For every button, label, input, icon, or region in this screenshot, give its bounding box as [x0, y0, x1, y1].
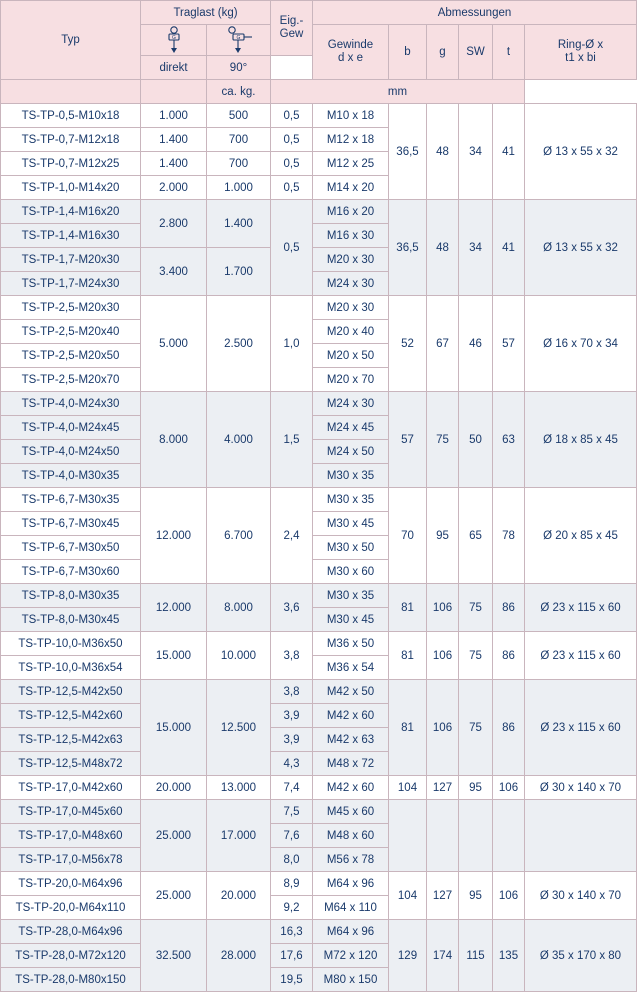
- cell-t: 106: [493, 872, 525, 920]
- cell-typ: TS-TP-8,0-M30x45: [1, 608, 141, 632]
- cell-gewinde: M30 x 45: [313, 512, 389, 536]
- header-direkt: direkt: [141, 56, 207, 80]
- cell-eigengewicht: 9,2: [271, 896, 313, 920]
- cell-traglast-90: 12.500: [207, 680, 271, 776]
- cell-gewinde: M80 x 150: [313, 968, 389, 992]
- cell-gewinde: M24 x 30: [313, 392, 389, 416]
- cell-traglast-90: 500: [207, 104, 271, 128]
- table-row: [1, 200, 637, 224]
- cell-ring: Ø 30 x 140 x 70: [525, 776, 637, 800]
- cell-typ: TS-TP-28,0-M72x120: [1, 944, 141, 968]
- cell-typ: TS-TP-10,0-M36x50: [1, 632, 141, 656]
- cell-ring: Ø 18 x 85 x 45: [525, 392, 637, 488]
- cell-eigengewicht: 0,5: [271, 152, 313, 176]
- cell-typ: TS-TP-12,5-M42x63: [1, 728, 141, 752]
- cell-eigengewicht: 7,6: [271, 824, 313, 848]
- cell-typ: TS-TP-12,5-M42x60: [1, 704, 141, 728]
- header-row-top: [1, 1, 637, 25]
- header-traglast: Traglast (kg): [141, 1, 271, 25]
- cell-eigengewicht: 3,8: [271, 680, 313, 704]
- cell-traglast-direkt: 25.000: [141, 800, 207, 872]
- cell-typ: TS-TP-6,7-M30x45: [1, 512, 141, 536]
- cell-b: 81: [389, 632, 427, 680]
- cell-typ: TS-TP-12,5-M42x50: [1, 680, 141, 704]
- cell-eigengewicht: 19,5: [271, 968, 313, 992]
- header-90-icon-cell: [207, 25, 271, 56]
- cell-gewinde: M16 x 30: [313, 224, 389, 248]
- cell-t: [493, 800, 525, 872]
- cell-ring: Ø 23 x 115 x 60: [525, 584, 637, 632]
- cell-typ: TS-TP-17,0-M56x78: [1, 848, 141, 872]
- cell-typ: TS-TP-17,0-M42x60: [1, 776, 141, 800]
- cell-traglast-90: 20.000: [207, 872, 271, 920]
- cell-eigengewicht: 8,9: [271, 872, 313, 896]
- cell-g: 67: [427, 296, 459, 392]
- cell-typ: TS-TP-2,5-M20x50: [1, 344, 141, 368]
- cell-ring: Ø 23 x 115 x 60: [525, 680, 637, 776]
- cell-ring: Ø 16 x 70 x 34: [525, 296, 637, 392]
- cell-b: 70: [389, 488, 427, 584]
- cell-ring: Ø 13 x 55 x 32: [525, 104, 637, 200]
- cell-b: 52: [389, 296, 427, 392]
- header-ring: [525, 25, 637, 80]
- cell-g: 127: [427, 872, 459, 920]
- cell-eigengewicht: 1,0: [271, 296, 313, 392]
- header-ring-line2: t1 x bi: [565, 52, 596, 64]
- cell-typ: TS-TP-2,5-M20x70: [1, 368, 141, 392]
- cell-traglast-direkt: 25.000: [141, 872, 207, 920]
- cell-gewinde: M24 x 30: [313, 272, 389, 296]
- cell-eigengewicht: 2,4: [271, 488, 313, 584]
- header-sw: SW: [459, 25, 493, 80]
- cell-typ: TS-TP-10,0-M36x54: [1, 656, 141, 680]
- load-90-degree-icon: [220, 25, 258, 55]
- cell-traglast-direkt: 20.000: [141, 776, 207, 800]
- cell-typ: TS-TP-28,0-M80x150: [1, 968, 141, 992]
- table-row: [1, 632, 637, 656]
- cell-t: 86: [493, 680, 525, 776]
- cell-traglast-direkt: 15.000: [141, 632, 207, 680]
- cell-t: 41: [493, 104, 525, 200]
- cell-traglast-90: 17.000: [207, 800, 271, 872]
- cell-eigengewicht: 16,3: [271, 920, 313, 944]
- cell-gewinde: M30 x 60: [313, 560, 389, 584]
- cell-t: 86: [493, 584, 525, 632]
- cell-eigengewicht: 8,0: [271, 848, 313, 872]
- cell-gewinde: M24 x 50: [313, 440, 389, 464]
- cell-traglast-90: 6.700: [207, 488, 271, 584]
- cell-sw: 75: [459, 584, 493, 632]
- cell-eigengewicht: 0,5: [271, 104, 313, 128]
- cell-b: 81: [389, 584, 427, 632]
- cell-g: 75: [427, 392, 459, 488]
- cell-eigengewicht: 0,5: [271, 128, 313, 152]
- cell-gewinde: M12 x 18: [313, 128, 389, 152]
- svg-text:G: G: [236, 35, 240, 41]
- cell-typ: TS-TP-4,0-M24x30: [1, 392, 141, 416]
- cell-eigengewicht: 17,6: [271, 944, 313, 968]
- cell-g: 95: [427, 488, 459, 584]
- cell-typ: TS-TP-17,0-M45x60: [1, 800, 141, 824]
- cell-sw: 50: [459, 392, 493, 488]
- cell-gewinde: M20 x 40: [313, 320, 389, 344]
- cell-traglast-direkt: 1.400: [141, 152, 207, 176]
- cell-gewinde: M30 x 35: [313, 464, 389, 488]
- table-row: [1, 776, 637, 800]
- cell-eigengewicht: 7,4: [271, 776, 313, 800]
- cell-b: 36,5: [389, 200, 427, 296]
- cell-ring: [525, 800, 637, 872]
- cell-gewinde: M64 x 96: [313, 872, 389, 896]
- cell-gewinde: M42 x 63: [313, 728, 389, 752]
- table-row: [1, 872, 637, 896]
- cell-gewinde: M12 x 25: [313, 152, 389, 176]
- cell-gewinde: M24 x 45: [313, 416, 389, 440]
- cell-sw: 75: [459, 680, 493, 776]
- header-eigengewicht-line1: Eig.-: [279, 14, 304, 27]
- cell-typ: TS-TP-20,0-M64x96: [1, 872, 141, 896]
- cell-gewinde: M36 x 54: [313, 656, 389, 680]
- cell-eigengewicht: 3,9: [271, 704, 313, 728]
- cell-eigengewicht: 3,9: [271, 728, 313, 752]
- cell-t: 135: [493, 920, 525, 992]
- cell-gewinde: M48 x 72: [313, 752, 389, 776]
- cell-g: [427, 800, 459, 872]
- cell-sw: 115: [459, 920, 493, 992]
- cell-eigengewicht: 7,5: [271, 800, 313, 824]
- cell-t: 63: [493, 392, 525, 488]
- cell-traglast-direkt: 12.000: [141, 488, 207, 584]
- cell-traglast-90: 4.000: [207, 392, 271, 488]
- cell-gewinde: M10 x 18: [313, 104, 389, 128]
- unit-eigengewicht: ca. kg.: [207, 80, 271, 104]
- header-t: t: [493, 25, 525, 80]
- unit-direkt: [1, 80, 141, 104]
- cell-gewinde: M56 x 78: [313, 848, 389, 872]
- cell-typ: TS-TP-4,0-M24x45: [1, 416, 141, 440]
- cell-traglast-90: 8.000: [207, 584, 271, 632]
- cell-gewinde: M20 x 30: [313, 248, 389, 272]
- cell-traglast-90: 28.000: [207, 920, 271, 992]
- cell-gewinde: M36 x 50: [313, 632, 389, 656]
- cell-typ: TS-TP-2,5-M20x40: [1, 320, 141, 344]
- cell-gewinde: M42 x 50: [313, 680, 389, 704]
- cell-g: 174: [427, 920, 459, 992]
- cell-gewinde: M30 x 35: [313, 584, 389, 608]
- cell-eigengewicht: 3,6: [271, 584, 313, 632]
- cell-sw: 34: [459, 104, 493, 200]
- cell-typ: TS-TP-1,7-M20x30: [1, 248, 141, 272]
- cell-gewinde: M14 x 20: [313, 176, 389, 200]
- table-row: [1, 680, 637, 704]
- cell-typ: TS-TP-6,7-M30x50: [1, 536, 141, 560]
- cell-gewinde: M42 x 60: [313, 776, 389, 800]
- cell-g: 48: [427, 200, 459, 296]
- cell-g: 106: [427, 680, 459, 776]
- cell-ring: Ø 20 x 85 x 45: [525, 488, 637, 584]
- cell-traglast-90: 1.700: [207, 248, 271, 296]
- cell-t: 57: [493, 296, 525, 392]
- cell-b: [389, 800, 427, 872]
- table-body: [1, 104, 637, 992]
- cell-traglast-90: 1.000: [207, 176, 271, 200]
- header-90: 90°: [207, 56, 271, 80]
- cell-sw: 65: [459, 488, 493, 584]
- header-eigengewicht: [271, 1, 313, 56]
- svg-text:G: G: [171, 35, 176, 41]
- cell-traglast-direkt: 8.000: [141, 392, 207, 488]
- cell-ring: Ø 30 x 140 x 70: [525, 872, 637, 920]
- cell-traglast-direkt: 3.400: [141, 248, 207, 296]
- header-gewinde: [313, 25, 389, 80]
- header-row-units: [1, 80, 637, 104]
- cell-traglast-direkt: 1.400: [141, 128, 207, 152]
- table-header: [1, 1, 637, 104]
- cell-gewinde: M20 x 30: [313, 296, 389, 320]
- cell-typ: TS-TP-0,5-M10x18: [1, 104, 141, 128]
- cell-sw: [459, 800, 493, 872]
- load-direct-icon: [157, 25, 191, 55]
- unit-90: [141, 80, 207, 104]
- header-typ: Typ: [1, 1, 141, 80]
- cell-traglast-direkt: 5.000: [141, 296, 207, 392]
- cell-gewinde: M42 x 60: [313, 704, 389, 728]
- cell-t: 78: [493, 488, 525, 584]
- unit-mm: mm: [271, 80, 525, 104]
- cell-eigengewicht: 0,5: [271, 176, 313, 200]
- cell-typ: TS-TP-12,5-M48x72: [1, 752, 141, 776]
- table-row: [1, 800, 637, 824]
- cell-eigengewicht: 3,8: [271, 632, 313, 680]
- cell-b: 36,5: [389, 104, 427, 200]
- cell-traglast-90: 700: [207, 152, 271, 176]
- cell-sw: 95: [459, 872, 493, 920]
- cell-gewinde: M20 x 70: [313, 368, 389, 392]
- cell-gewinde: M64 x 110: [313, 896, 389, 920]
- header-abmessungen: Abmessungen: [313, 1, 637, 25]
- cell-gewinde: M16 x 20: [313, 200, 389, 224]
- cell-gewinde: M48 x 60: [313, 824, 389, 848]
- cell-typ: TS-TP-6,7-M30x60: [1, 560, 141, 584]
- cell-gewinde: M20 x 50: [313, 344, 389, 368]
- header-eigengewicht-line2: Gew: [279, 28, 304, 40]
- cell-gewinde: M30 x 45: [313, 608, 389, 632]
- cell-typ: TS-TP-4,0-M24x50: [1, 440, 141, 464]
- cell-sw: 75: [459, 632, 493, 680]
- cell-t: 41: [493, 200, 525, 296]
- cell-gewinde: M72 x 120: [313, 944, 389, 968]
- cell-traglast-90: 1.400: [207, 200, 271, 248]
- cell-traglast-direkt: 32.500: [141, 920, 207, 992]
- cell-traglast-90: 13.000: [207, 776, 271, 800]
- cell-b: 57: [389, 392, 427, 488]
- cell-g: 48: [427, 104, 459, 200]
- cell-typ: TS-TP-17,0-M48x60: [1, 824, 141, 848]
- cell-ring: Ø 23 x 115 x 60: [525, 632, 637, 680]
- cell-typ: TS-TP-1,4-M16x30: [1, 224, 141, 248]
- cell-traglast-direkt: 2.000: [141, 176, 207, 200]
- header-direkt-icon-cell: [141, 25, 207, 56]
- table-row: [1, 488, 637, 512]
- cell-b: 81: [389, 680, 427, 776]
- cell-t: 86: [493, 632, 525, 680]
- header-ring-line1: Ring-Ø x: [557, 38, 604, 51]
- cell-typ: TS-TP-28,0-M64x96: [1, 920, 141, 944]
- cell-traglast-direkt: 12.000: [141, 584, 207, 632]
- cell-typ: TS-TP-8,0-M30x35: [1, 584, 141, 608]
- cell-g: 106: [427, 584, 459, 632]
- cell-typ: TS-TP-1,4-M16x20: [1, 200, 141, 224]
- header-g: g: [427, 25, 459, 80]
- cell-typ: TS-TP-0,7-M12x25: [1, 152, 141, 176]
- cell-gewinde: M45 x 60: [313, 800, 389, 824]
- header-b: b: [389, 25, 427, 80]
- cell-eigengewicht: 1,5: [271, 392, 313, 488]
- header-gewinde-line1: Gewinde: [327, 38, 374, 51]
- cell-traglast-direkt: 15.000: [141, 680, 207, 776]
- cell-typ: TS-TP-6,7-M30x35: [1, 488, 141, 512]
- cell-b: 104: [389, 776, 427, 800]
- cell-g: 106: [427, 632, 459, 680]
- cell-traglast-90: 10.000: [207, 632, 271, 680]
- cell-typ: TS-TP-1,0-M14x20: [1, 176, 141, 200]
- cell-traglast-90: 2.500: [207, 296, 271, 392]
- cell-ring: Ø 35 x 170 x 80: [525, 920, 637, 992]
- table-row: [1, 392, 637, 416]
- cell-g: 127: [427, 776, 459, 800]
- cell-gewinde: M64 x 96: [313, 920, 389, 944]
- cell-typ: TS-TP-2,5-M20x30: [1, 296, 141, 320]
- table-row: [1, 104, 637, 128]
- cell-sw: 34: [459, 200, 493, 296]
- cell-ring: Ø 13 x 55 x 32: [525, 200, 637, 296]
- cell-t: 106: [493, 776, 525, 800]
- cell-traglast-direkt: 1.000: [141, 104, 207, 128]
- cell-sw: 95: [459, 776, 493, 800]
- cell-eigengewicht: 4,3: [271, 752, 313, 776]
- cell-eigengewicht: 0,5: [271, 200, 313, 296]
- cell-gewinde: M30 x 50: [313, 536, 389, 560]
- cell-b: 104: [389, 872, 427, 920]
- cell-typ: TS-TP-1,7-M24x30: [1, 272, 141, 296]
- cell-typ: TS-TP-4,0-M30x35: [1, 464, 141, 488]
- cell-b: 129: [389, 920, 427, 992]
- cell-gewinde: M30 x 35: [313, 488, 389, 512]
- cell-typ: TS-TP-20,0-M64x110: [1, 896, 141, 920]
- table-row: [1, 920, 637, 944]
- table-row: [1, 296, 637, 320]
- cell-traglast-90: 700: [207, 128, 271, 152]
- header-gewinde-line2: d x e: [338, 52, 363, 64]
- table-row: [1, 584, 637, 608]
- cell-sw: 46: [459, 296, 493, 392]
- cell-traglast-direkt: 2.800: [141, 200, 207, 248]
- cell-typ: TS-TP-0,7-M12x18: [1, 128, 141, 152]
